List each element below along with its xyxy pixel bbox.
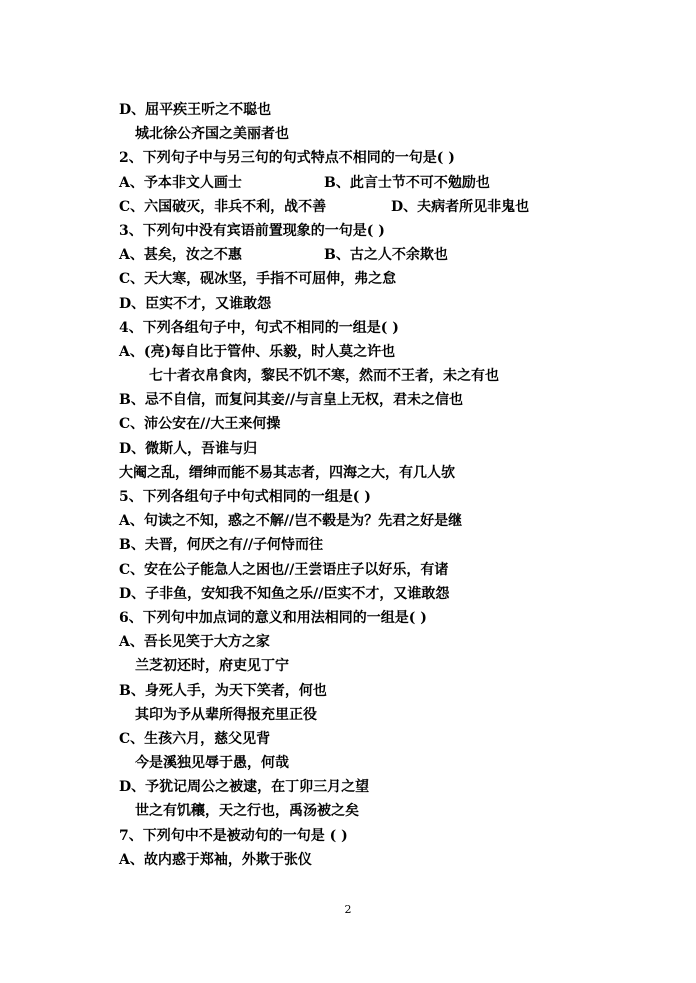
- option-line: A、吾长见笑于大方之家: [119, 634, 270, 651]
- option-continuation-line: 世之有饥穰，天之行也，禹汤被之矣: [135, 803, 359, 820]
- question-heading: 4、下列各组句子中，句式不相同的一组是( ): [119, 319, 399, 336]
- option-continuation-line: 兰芝初还时，府吏见丁宁: [135, 658, 289, 675]
- option-line: A、句读之不知，惑之不解//岂不毂是为？先君之好是继: [119, 513, 463, 530]
- option-line: C、生孩六月，慈父见背: [119, 730, 271, 747]
- question-heading: 5、下列各组句子中句式相同的一组是( ): [119, 489, 371, 505]
- option-row: [119, 195, 589, 219]
- option-line: D、屈平疾王听之不聪也: [119, 102, 272, 118]
- option-continuation-line: 其印为予从辈所得报充里正役: [135, 706, 317, 723]
- option-line: B、忌不自信，而复问其妾//与言皇上无权，君未之信也: [119, 392, 464, 409]
- option-line: D、子非鱼，安知我不知鱼之乐//臣实不才，又谁敢怨: [119, 585, 450, 602]
- question-heading: 7、下列句中不是被动句的一句是 ( ): [119, 827, 348, 844]
- option-continuation-line: 城北徐公齐国之美丽者也: [135, 126, 289, 143]
- option-line: D、臣实不才，又谁敢怨: [119, 295, 272, 312]
- option-b: B、古之人不余欺也: [324, 247, 448, 264]
- option-line: C、安在公子能急人之困也//王尝语庄子以好乐，有诸: [119, 561, 449, 578]
- option-line: A、(亮)每自比于管仲、乐毅，时人莫之许也: [119, 343, 396, 360]
- option-line: D、微斯人，吾谁与归: [119, 440, 258, 457]
- question-heading: 6、下列句中加点词的意义和用法相同的一组是( ): [119, 609, 427, 626]
- option-row: [119, 171, 589, 195]
- option-b: B、此言士节不可不勉励也: [324, 174, 490, 191]
- option-line: D、予犹记周公之被逮，在丁卯三月之望: [119, 779, 370, 796]
- option-continuation-line: 大阉之乱，缙绅而能不易其志者，四海之大，有几人欤: [119, 464, 455, 481]
- option-a: A、予本非文人画士: [119, 174, 242, 191]
- option-line: B、夫晋，何厌之有//子何恃而往: [119, 537, 324, 554]
- option-line: C、沛公安在//大王来何操: [119, 416, 281, 433]
- option-continuation-line: 七十者衣帛食肉，黎民不饥不寒，然而不王者，未之有也: [149, 368, 499, 385]
- option-continuation-line: 今是溪独见辱于愚，何哉: [135, 755, 289, 772]
- question-heading: 2、下列句子中与另三句的句式特点不相同的一句是( ): [119, 150, 455, 167]
- question-text-block: [119, 98, 589, 872]
- option-c: C、六国破灭，非兵不利，战不善: [119, 198, 327, 215]
- option-line: B、身死人手，为天下笑者，何也: [119, 682, 327, 699]
- question-heading: 3、下列句中没有宾语前置现象的一句是( ): [119, 222, 385, 239]
- option-a: A、甚矣，汝之不惠: [119, 247, 242, 264]
- option-line: C、天大寒，砚冰坚，手指不可屈伸，弗之怠: [119, 271, 397, 288]
- option-line: A、故内惑于郑袖，外欺于张仪: [119, 851, 312, 868]
- page-number: 2: [344, 903, 352, 916]
- option-d: D、夫病者所见非鬼也: [391, 198, 530, 215]
- option-row: [119, 243, 589, 267]
